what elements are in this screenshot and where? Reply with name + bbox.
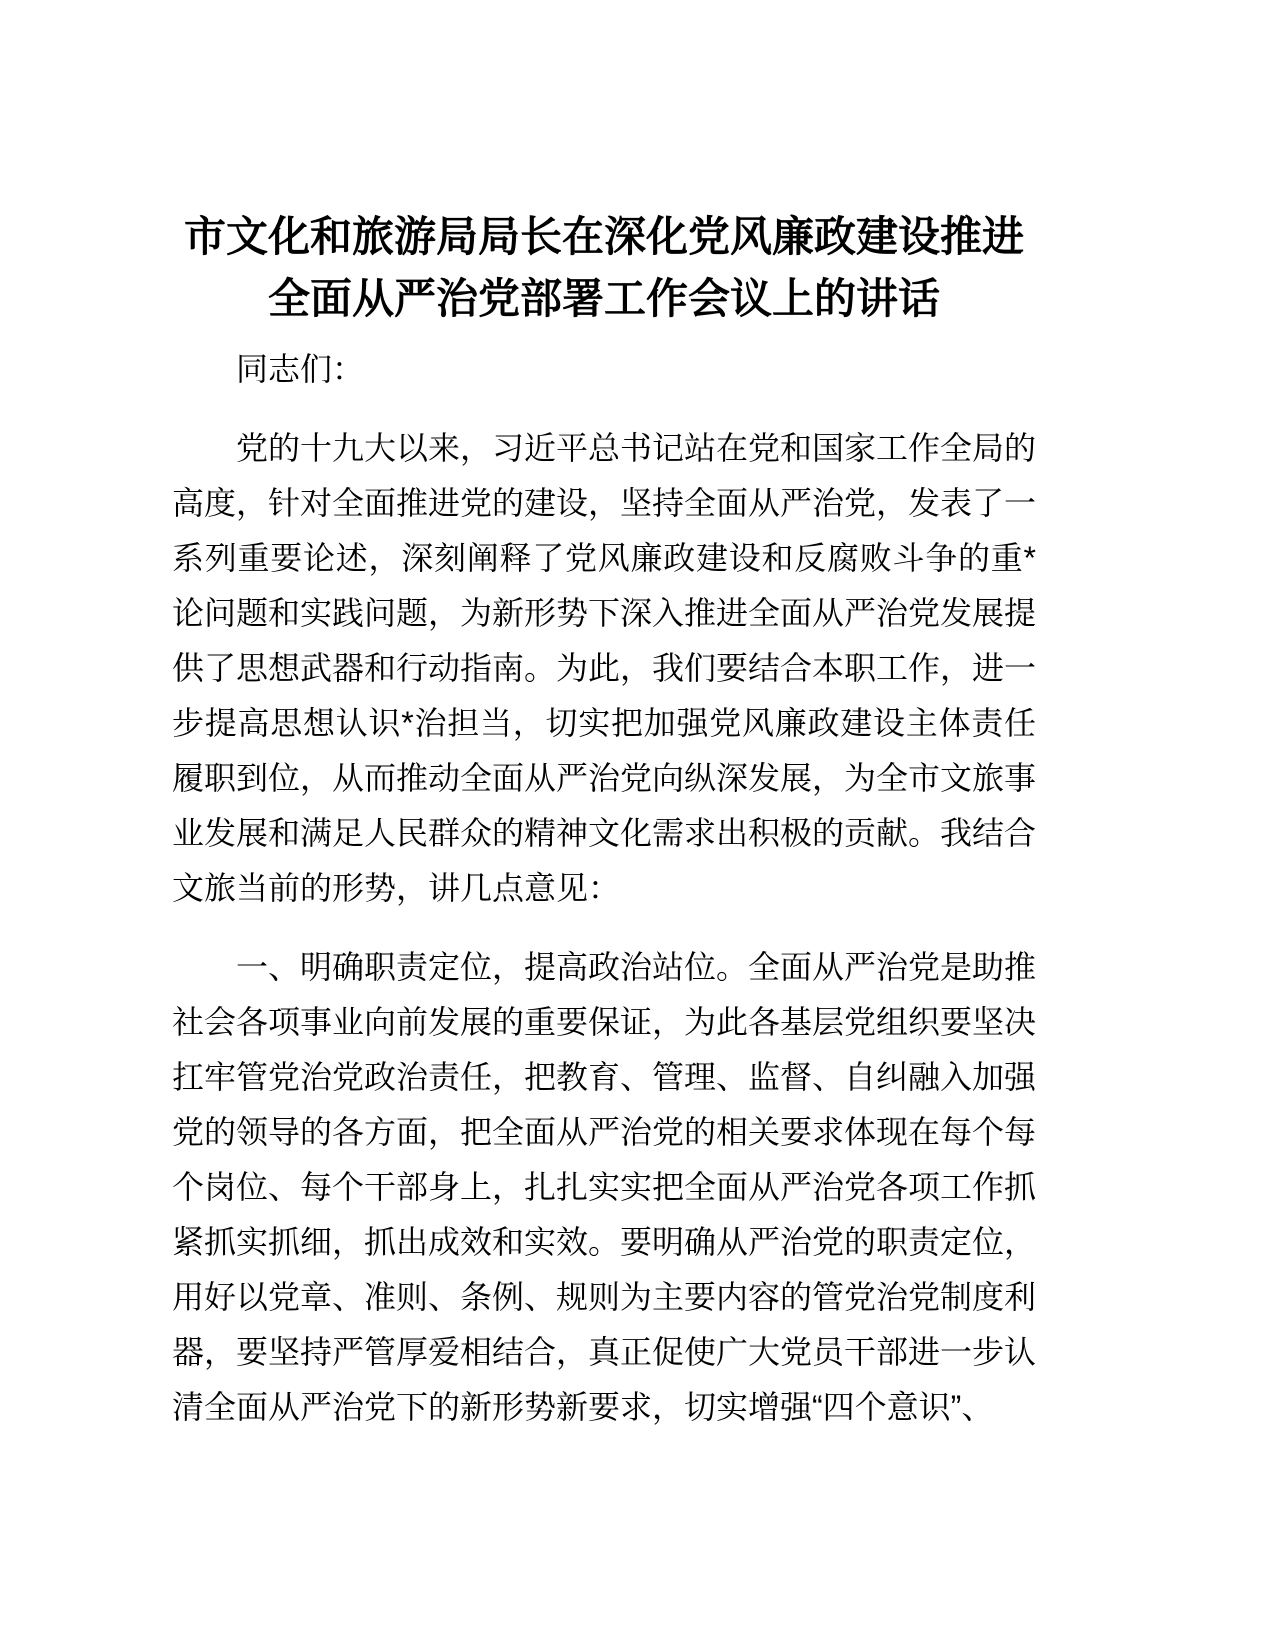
document-title (172, 206, 1036, 330)
paragraph-intro: 党的十九大以来，习近平总书记站在党和国家工作全局的高度，针对全面推进党的建设，坚持全面从严治党，发表了一系列重要论述，深刻阐释了党风廉政建设和反腐败斗争的重*论问题和实践问题，为新形势下深入推进全面从严治党发展提供了思想武器和行动指南。为此，我们要结合本职工作，进一步提高思想认识*治担当，切实把加强党风廉政建设主体责任履职到位，从而推动全面从严治党向纵深发展，为全市文旅事业发展和满足人民群众的精神文化需求出积极的贡献。我结合文旅当前的形势，讲几点意见： (172, 430, 1037, 906)
paragraph-section-1: 一、明确职责定位，提高政治站位。全面从严治党是助推社会各项事业向前发展的重要保证，为此各基层党组织要坚决扛牢管党治党政治责任，把教育、管理、监督、自纠融入加强党的领导的各方面，把全面从严治党的相关要求体现在每个每个岗位、每个干部身上，扎扎实实把全面从严治党各项工作抓紧抓实抓细，抓出成效和实效。要明确从严治党的职责定位，用好以党章、准则、条例、规则为主要内容的管党治党制度利器，要坚持严管厚爱相结合，真正促使广大党员干部进一步认清全面从严治党下的新形势新要求，切实增强“四个意识”、 (172, 949, 1037, 1425)
paragraph-salutation: 同志们： (236, 351, 365, 387)
document-title-line-2: 全面从严治党部署工作会议上的讲话 (267, 275, 940, 322)
document-title-line-1: 市文化和旅游局局长在深化党风廉政建设推进 (183, 213, 1024, 260)
